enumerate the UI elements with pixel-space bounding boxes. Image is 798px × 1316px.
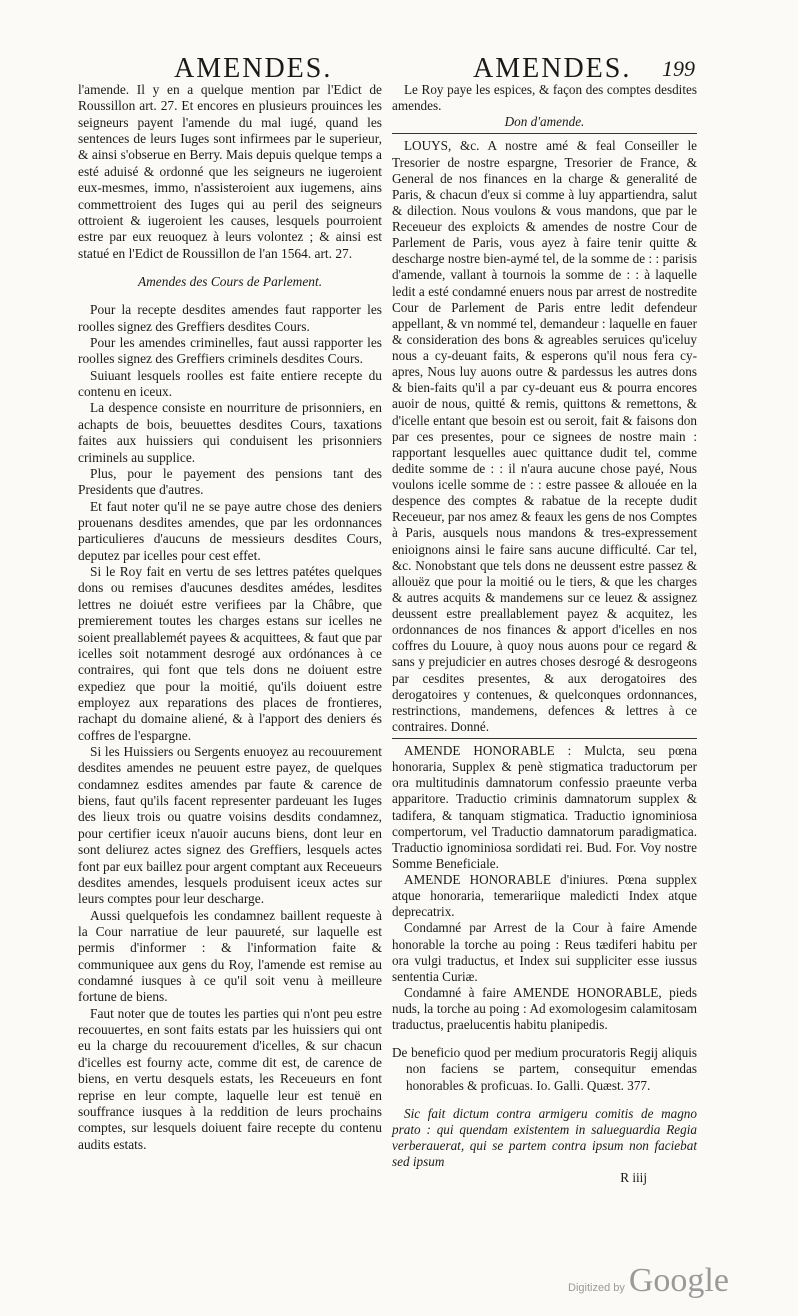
signature-mark: R iiij [620,1170,647,1186]
paragraph: Plus, pour le payement des pensions tant des Presidents que d'autres. [78,465,382,498]
right-column [392,82,697,1186]
watermark-prefix: Digitized by [568,1282,625,1294]
google-logo: Google [628,1262,729,1299]
google-watermark [568,1262,729,1300]
divider [392,738,697,739]
paragraph: l'amende. Il y en a quelque mention par l'Edict de Roussillon art. 27. Et encores en plusieurs prouinces les seigneurs payent l'amende du mal iugé, quand les sentences de leurs Iuges sont infirmees par le superieur, & ainsi s'obserue en Berry. Mais depuis quelque temps a esté aduisé & ordonné que les seigneurs ne iugeroient eux-mesmes, immo, n'assisteroient aux iugemens, ains commettroient des Iuges qui au peril des seigneurs ottroient & iugeroient les causes, lesquels pourroient estre par eux reuoquez à leurs volontez ; & ainsi est statué en l'Edict de Roussillon de l'an 1564. art. 27. [78,82,382,261]
left-column [78,82,382,1153]
divider [392,133,697,134]
running-head-right: AMENDES. [473,53,632,84]
paragraph: Pour les amendes criminelles, faut aussi rapporter les roolles signez des Greffiers criminels desdites Cours. [78,335,382,367]
paragraph: La despence consiste en nourriture de prisonniers, en achapts de bois, beuuettes desdites Cours, taxations faites aux huissiers qui conduisent les prisonniers criminels au supplice. [78,400,382,465]
paragraph: Faut noter que de toutes les parties qui n'ont peu estre recouuertes, en sont faits estats par les huissiers qui ont eu la charge du recouurement d'icelles, & sur chacun d'icelles est fourny acte, comme dit est, de carence de biens, en vertu desquels estats, les Receueurs en font reprise en leur compte, laquelle leur est tenuë en souffrance iusques à la reddition de leurs prochains comptes, sur lesquels doiuent faire recepte du contenu audits estats. [78,1005,382,1152]
paragraph: AMENDE HONORABLE d'iniures. Pœna supplex atque honoraria, temerariique maledicti Index atque deprecatrix. [392,872,697,920]
paragraph: Sic fait dictum contra armigeru comitis de magno prato : qui quendam existentem in salueguardia Regia verberauerat, qui se partem contra ipsum non faciebat sed ipsum [392,1105,697,1169]
paragraph: Si les Huissiers ou Sergents enuoyez au recouurement desdites amendes ne peuuent estre payez, de quelques condamnez esdites amendes par faute & carence de biens, faut qu'ils facent representer pardeuant les Iuges des lieux trois ou quatre voisins desdits condamnez, pour certifier iceux n'auoir aucuns biens, dont leur en sont deliurez actes signez des Greffiers, lesquels actes font par eux baillez pour argent comptant aux Receueurs desdites amendes, lesquels produisent iceux actes sur leurs comptes pour leur descharge. [78,744,382,907]
paragraph: Et faut noter qu'il ne se paye autre chose des deniers prouenans desdites amendes, que par les ordonnances particulieres d'aucuns de messieurs desdites Cours, deputez par icelles pour cest effet. [78,498,382,563]
paragraph: Si le Roy fait en vertu de ses lettres patétes quelques dons ou remises d'aucunes desdites amédes, lesdites lettres ne doiuét estre verifiees par la Châbre, que premierement toutes les charges estans sur icelles ne soient preallablemét payees & acquittees, & faut que par icelles soit notamment desrogé aux ordónances à ce contraires, qui font que tels dons ne doiuent estre expediez que pour la moitié, qu'ils doiuent estre employez aux reparations des places de frontieres, rachapt du domaine aliené, & à l'apport des deniers és coffres de l'espargne. [78,564,382,743]
paragraph: AMENDE HONORABLE : Mulcta, seu pœna honoraria, Supplex & penè stigmatica traductorum per ora multitudinis damnatorum confessio praeunte verba apparitore. Traductio criminis damnatorum supplex & tadifera, & tanquam stigmatica. Traductio ignominiosa compertorum, vel Traductio damnatorum paradigmatica. Traductio ignominiosa sordidati rei. Bud. For. Voy nostre Somme Beneficiale. [392,743,697,871]
paragraph: Pour la recepte desdites amendes faut rapporter les roolles signez des Greffiers desdites Cours. [78,302,382,334]
paragraph: Aussi quelquefois les condamnez baillent requeste à la Cour narratiue de leur pauureté, sur laquelle est permis d'informer : & l'information faite & communiquee aux gens du Roy, l'amende est remise au condamné iusques à ce qu'il soit venu à meilleure fortune de biens. [78,907,382,1005]
running-head-left: AMENDES. [174,53,333,84]
paragraph: LOUYS, &c. A nostre amé & feal Conseiller le Tresorier de nostre espargne, Tresorier de France, & General de nos finances en la charge & generalité de Paris, & chacun d'eux si comme à luy appartiendra, salut & dilection. Nous voulons & vous mandons, que par le Receueur des exploicts & amendes de nostre Cour de Parlement de Paris, vous ayez à faire tenir quitte & descharge nostre bien-aymé tel, de la somme de : : parisis d'amende, vallant à tournois la somme de : : à laquelle ledit a esté condamné enuers nous par arrest de nostredite Cour de Parlement de Paris entre ledit defendeur appellant, & vn nommé tel, demandeur : laquelle en fauer & consideration des bons & agreables seruices qu'iceluy nous a cy-deuant faits, & esperons qu'il nous fera cy-apres, Nous luy auons outre & pardessus les autres dons & bien-faits qu'il a par cy-deuant eus & pourra encores auoir de nous, quitté & remis, quittons & remettons, & d'icelle entant que besoin est ou seroit, fait & faisons don par ces presentes, pour ce signees de nostre main : rapportant lesquelles auec quittance dudit tel, comme dedite somme de : : il n'aura aucune chose payé, Nous voulons icelle somme de : : estre passee & allouée en la despence des comptes & rabatue de la recepte dudit Receueur, par nos amez & feaux les gens de nos Comptes à Paris, ausquels nous mandons & tres-expressement enioignons ainsi le faire sans aucune difficulté. Car tel, &c. Nonobstant que tels dons ne deussent estre passez & allouëz que pour la moitié ou le tiers, & que les charges & autres acquits & mandemens sur ce leuez & assignez deussent estre preallablement payez & acquitez, les ordonnances de nos finances & apport d'icelles en nos coffres du Louure, à quoy nous auons pour ce regard & sans y prejudicier en autres choses desrogé & desrogeons par cesdites presentes, & aux derogatoires des derogatoires y contenues, & quelconques ordonnances, restrinctions, mandemens, defences & lettres à ce contraires. Donné. [392,138,697,734]
paragraph: De beneficio quod per medium procuratoris Regij aliquis non faciens se partem, consequitur emendas honorables & proficuas. Io. Galli. Quæst. 377. [392,1045,697,1093]
paragraph: Le Roy paye les espices, & façon des comptes desdites amendes. [392,82,697,114]
paragraph: Condamné par Arrest de la Cour à faire Amende honorable la torche au poing : Reus tædiferi habitu per ora vulgi traductus, et Index sui suppliciter esse iussus sententia Curiæ. [392,920,697,984]
section-heading: Don d'amende. [504,114,585,130]
page-number: 199 [662,56,695,81]
paragraph: Suiuant lesquels roolles est faite entiere recepte du contenu en iceux. [78,367,382,400]
section-heading: Amendes des Cours de Parlement. [137,273,323,289]
paragraph: Condamné à faire AMENDE HONORABLE, pieds nuds, la torche au poing : Ad exomologesim calamitosam traductus, praelucentis habitu planipedis. [392,984,697,1033]
